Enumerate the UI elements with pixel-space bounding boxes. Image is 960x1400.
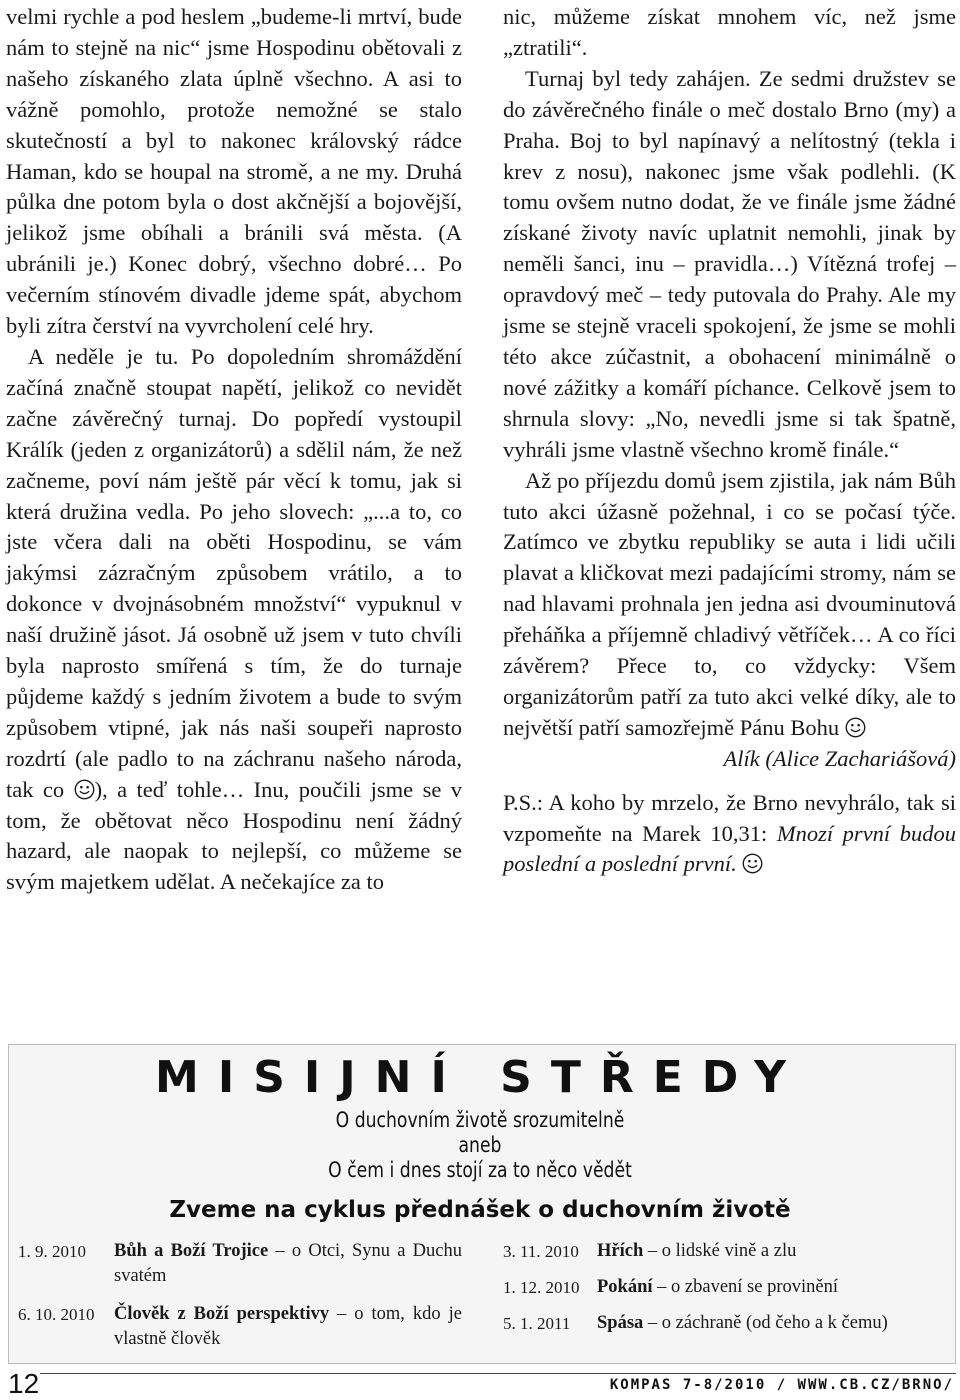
- footer-masthead: KOMPAS 7-8/2010 / WWW.CB.CZ/BRNO/: [609, 1377, 954, 1393]
- lecture-desc: – o lidské vině a zlu: [643, 1241, 797, 1261]
- lecture-text: [114, 1302, 462, 1352]
- article-text: ), a teď tohle… Inu, poučili jsme se v tom, že obětovat něco Hospodinu není žádný hazard, ale naopak to nejlepší, co můžeme se svým majetkem udělat. A nečekajíce za to: [6, 776, 462, 895]
- smiley-face-icon: [74, 779, 95, 800]
- article-right-column: [503, 2, 956, 880]
- lecture-desc: – o záchraně (od čeho a k čemu): [643, 1313, 888, 1333]
- lecture-item: [503, 1275, 943, 1301]
- page-number: 12: [8, 1368, 40, 1399]
- lecture-desc: – o tom, kdo je vlastně člověk: [114, 1304, 462, 1349]
- article-text: Až po příjezdu domů jsem zjistila, jak nám Bůh tuto akci úžasně požehnal, i co se počasí týče. Zatímco ve zbytku republiky se auta i lidi učili plavat a kličkovat mezi padajícími stromy, nám se nad hlavami prohnala jen jedna asi dvouminutová přeháňka a příjemně chladivý větříček… A co říci závěrem? Přece to, co vždycky: Všem organizátorům patří za tuto akci velké díky, ale to největší patří samozřejmě Pánu Bohu: [503, 467, 956, 740]
- lecture-item: [503, 1239, 943, 1265]
- lecture-topic: Bůh a Boží Trojice: [114, 1241, 269, 1261]
- announcement-subtitle: O čem i dnes stojí za to něco vědět: [328, 1158, 632, 1182]
- lecture-topic: Spása: [597, 1313, 644, 1333]
- announcement-subtitle: O duchovním životě srozumitelně: [335, 1108, 625, 1132]
- lecture-date: 3. 11. 2010: [503, 1242, 579, 1261]
- lecture-desc: – o Otci, Synu a Duchu svatém: [114, 1241, 462, 1286]
- announcement-invitation: Zveme na cyklus přednášek o duchovním životě: [169, 1197, 791, 1223]
- announcement-title: MISIJNÍ STŘEDY: [155, 1052, 805, 1103]
- lecture-date: 6. 10. 2010: [18, 1305, 95, 1324]
- lecture-topic: Člověk z Boží perspektivy: [114, 1304, 330, 1324]
- lecture-text: [597, 1275, 943, 1300]
- lecture-text: [114, 1239, 462, 1289]
- lecture-date: 5. 1. 2011: [503, 1314, 571, 1333]
- lecture-date: 1. 9. 2010: [18, 1242, 86, 1261]
- lecture-topic: Pokání: [597, 1277, 653, 1297]
- lecture-topic: Hřích: [597, 1241, 644, 1261]
- article-text: A neděle je tu. Po dopoledním shromáždění začíná značně stoupat napětí, jelikož co nevidět začne závěrečný turnaj. Do popředí vystoupil Králík (jeden z organizátorů) a sdělil nám, že než začneme, poví nám ještě pár věcí k tomu, jak si která družina vedla. Po jeho slovech: „...a to, co jste včera dali na oběti Hospodinu, se vám jakýmsi zázračným způsobem vrátilo, a to dokonce v dvojnásobném množství“ vypuknul v naší družině jásot. Já osobně už jsem v tuto chvíli byla naprosto smířená s tím, že do turnaje půjdeme každý s jedním životem a bude to svým způsobem vtipné, jak nás naši soupeři naprosto rozdrtí (ale padlo to na záchranu našeho národa, tak co: [6, 343, 462, 802]
- article-paragraph: Turnaj byl tedy zahájen. Ze sedmi družstev se do závěrečného finále o meč dostalo Brno (my) a Praha. Boj to byl napínavý a nelítostný (tekla i krev z nosu), nakonec jsme však podlehli. (K tomu ovšem nutno dodat, že ve finále jsme žádné získané životy navíc uplatnit nemohli, jinak by neměli šanci, inu – pravidla…) Vítězná trofej – opravdový meč – tedy putovala do Prahy. Ale my jsme se stejně vraceli spokojení, že jsme se mohli této akce zúčastnit, a obohacení minimálně o nové zážitky a komáří píchance. Celkově jsem to shrnula slovy: „No, nevedli jsme si tak špatně, vyhráli jsme vlastně všechno kromě finále.“: [503, 65, 956, 462]
- lecture-item: [503, 1311, 943, 1337]
- article-paragraph: [503, 466, 956, 744]
- lecture-desc: – o zbavení se provinění: [652, 1277, 838, 1297]
- postscript: [503, 788, 956, 881]
- article-left-column: [6, 2, 462, 898]
- announcement-subtitle: aneb: [458, 1133, 502, 1157]
- smiley-face-icon: [845, 717, 866, 738]
- article-signature: Alík (Alice Zachariášová): [723, 745, 956, 771]
- lecture-item: [18, 1239, 462, 1291]
- article-paragraph: [6, 342, 462, 898]
- lecture-date: 1. 12. 2010: [503, 1278, 580, 1297]
- smiley-face-icon: [742, 853, 763, 874]
- lecture-item: [18, 1302, 462, 1354]
- lecture-text: [597, 1239, 943, 1264]
- article-paragraph: velmi rychle a pod heslem „budeme-li mrtví, bude nám to stejně na nic“ jsme Hospodinu obětovali z našeho získaného zlata úplně všechno. A asi to vážně pomohlo, protože nemožné se stalo skutečností a byl to nakonec královský rádce Haman, kdo se houpal na stromě, a ne my. Druhá půlka dne potom byla o dost akčnější a bojovější, jelikož jsme obíhali a bránili svá města. (A ubránili je.) Konec dobrý, všechno dobré… Po večerním stínovém divadle jdeme spát, abychom byli zítra čerství na vyvrcholení celé hry.: [6, 4, 462, 339]
- postscript-text: P.S.: A koho by mrzelo, že Brno nevyhrálo, tak si vzpomeňte na Marek 10,31:: [503, 789, 956, 846]
- footer-divider: [40, 1373, 956, 1374]
- lecture-text: [597, 1311, 943, 1336]
- article-paragraph: nic, můžeme získat mnohem víc, než jsme „ztratili“.: [503, 4, 956, 60]
- bible-quote: Mnozí první budou poslední a poslední první.: [503, 820, 957, 877]
